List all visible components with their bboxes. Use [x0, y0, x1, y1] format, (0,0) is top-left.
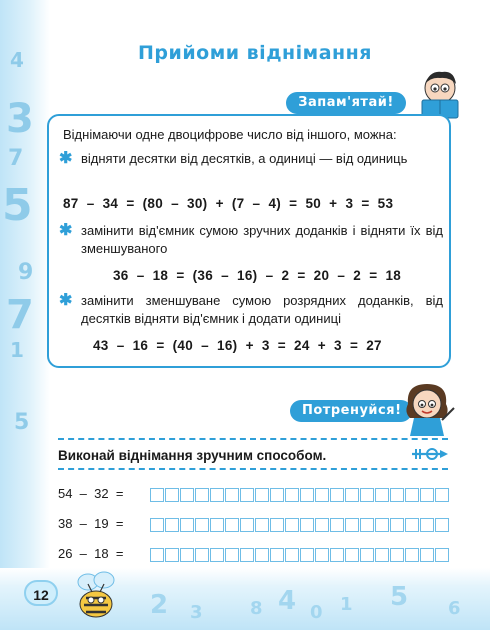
remember-ribbon: Запам'ятай! — [286, 92, 406, 114]
middle-divider — [58, 468, 448, 470]
rule-bullet-text: замінити зменшуване сумою розрядних доданків, від десятків відняти від'ємник і додати одиниці — [81, 293, 443, 326]
left-decorative-strip: 4 3 7 5 9 7 1 5 — [0, 0, 50, 630]
girl-writing-icon — [398, 378, 456, 438]
exercise-expression: 26 – 18 = — [58, 546, 124, 561]
rule-bullet-1 — [59, 150, 443, 168]
rule-bullet-text: замінити від'ємник сумою зручних доданків і відняти їх від зменшуваного — [81, 223, 443, 256]
practice-ribbon: Потренуйся! — [290, 400, 412, 422]
rule-box — [47, 114, 451, 368]
formula-2: 36 – 18 = (36 – 16) – 2 = 20 – 2 = 18 — [113, 268, 402, 283]
formula-3: 43 – 16 = (40 – 16) + 3 = 24 + 3 = 27 — [93, 338, 382, 353]
formula-1: 87 – 34 = (80 – 30) + (7 – 4) = 50 + 3 = 53 — [63, 196, 394, 211]
answer-cells[interactable] — [150, 548, 450, 562]
answer-cells[interactable] — [150, 488, 450, 502]
page-number: 12 — [24, 580, 58, 606]
rule-bullet-2 — [59, 222, 443, 258]
pencil-icon — [410, 446, 450, 462]
rule-bullet-3 — [59, 292, 443, 328]
bee-icon — [66, 568, 126, 622]
asterisk-icon: ✱ — [59, 222, 73, 239]
rule-bullet-text: відняти десятки від десятків, а одиниці — від одиниць — [81, 151, 408, 166]
page-title: Прийоми віднімання — [138, 42, 372, 64]
exercise-expression: 54 – 32 = — [58, 486, 124, 501]
asterisk-icon: ✱ — [59, 150, 73, 167]
exercise-expression: 38 – 19 = — [58, 516, 124, 531]
asterisk-icon: ✱ — [59, 292, 73, 309]
rule-intro: Віднімаючи одне двоцифрове число від іншого, можна: — [63, 127, 397, 142]
answer-cells[interactable] — [150, 518, 450, 532]
top-divider — [58, 438, 448, 440]
boy-reading-icon — [412, 64, 468, 120]
bottom-decorative-strip: 2 3 8 4 0 1 5 6 — [0, 568, 490, 630]
task-instruction: Виконай віднімання зручним способом. — [58, 448, 327, 463]
